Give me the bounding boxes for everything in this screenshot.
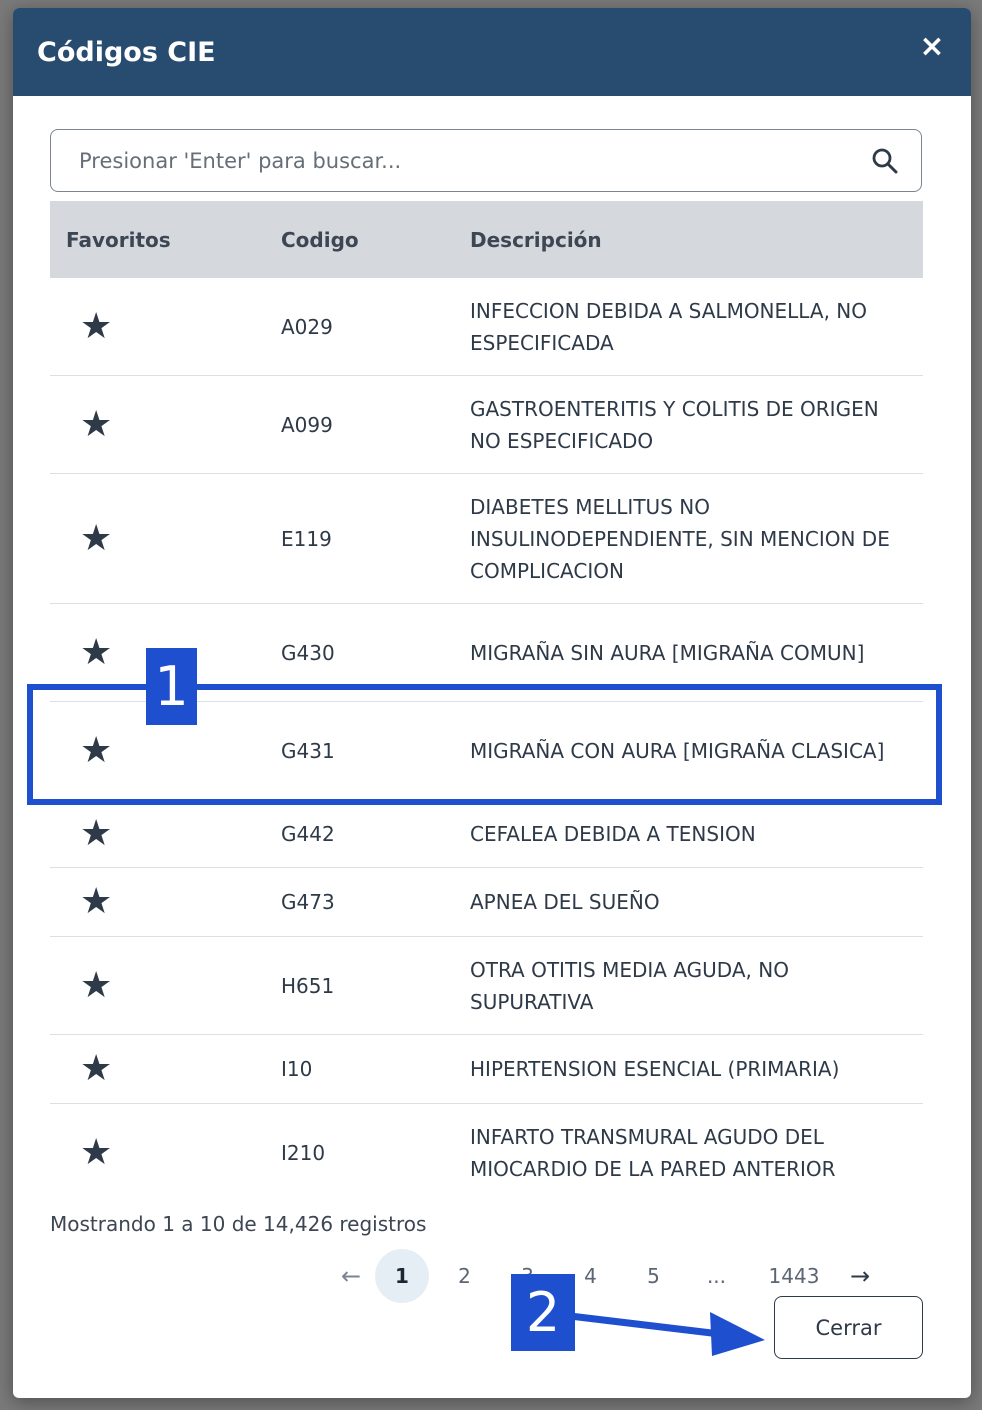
description-cell: INFECCION DEBIDA A SALMONELLA, NO ESPECIFICADA <box>470 298 868 355</box>
modal-header <box>13 8 971 96</box>
code-cell: A029 <box>281 314 333 339</box>
description-cell: INFARTO TRANSMURAL AGUDO DEL MIOCARDIO DE LA PARED ANTERIOR <box>470 1124 836 1181</box>
next-page-arrow-icon[interactable]: → <box>849 1262 871 1290</box>
star-icon[interactable]: ★ <box>80 881 113 922</box>
page-last-button[interactable]: 1443 <box>768 1264 820 1288</box>
close-icon[interactable]: × <box>919 28 945 64</box>
table-row[interactable] <box>50 376 923 474</box>
description-cell: MIGRAÑA CON AURA [MIGRAÑA CLASICA] <box>470 738 885 763</box>
star-icon[interactable]: ★ <box>80 729 113 771</box>
description-cell: OTRA OTITIS MEDIA AGUDA, NO SUPURATIVA <box>470 957 789 1014</box>
star-icon[interactable]: ★ <box>80 305 113 347</box>
code-cell: G442 <box>281 821 335 846</box>
code-cell: A099 <box>281 412 333 437</box>
code-cell: G431 <box>281 738 335 763</box>
header-descripcion: Descripción <box>470 227 602 252</box>
star-icon[interactable]: ★ <box>80 812 113 854</box>
description-cell: CEFALEA DEBIDA A TENSION <box>470 821 756 846</box>
step-badge-2: 2 <box>511 1274 575 1351</box>
description-cell: GASTROENTERITIS Y COLITIS DE ORIGEN NO ESPECIFICADO <box>470 396 879 453</box>
table-row[interactable] <box>50 800 923 868</box>
header-codigo: Codigo <box>281 227 359 252</box>
search-input[interactable] <box>77 148 871 174</box>
records-summary: Mostrando 1 a 10 de 14,426 registros <box>50 1212 427 1236</box>
code-cell: E119 <box>281 526 332 551</box>
code-cell: G430 <box>281 640 335 665</box>
code-cell: H651 <box>281 973 335 998</box>
close-button[interactable]: Cerrar <box>774 1296 923 1359</box>
header-favoritos: Favoritos <box>66 227 171 252</box>
description-cell: APNEA DEL SUEÑO <box>470 890 660 914</box>
table-row[interactable] <box>50 868 923 937</box>
pointer-arrow-icon <box>560 1290 770 1360</box>
description-cell: MIGRAÑA SIN AURA [MIGRAÑA COMUN] <box>470 640 865 665</box>
page-1-button[interactable]: 1 <box>375 1249 429 1303</box>
description-cell: DIABETES MELLITUS NO INSULINODEPENDIENTE, SIN MENCION DE COMPLICACION <box>470 494 890 583</box>
code-cell: G473 <box>281 890 335 914</box>
table-row[interactable] <box>50 278 923 376</box>
star-icon[interactable]: ★ <box>80 517 113 559</box>
page-ellipsis: ... <box>706 1264 727 1288</box>
star-icon[interactable]: ★ <box>80 1048 113 1089</box>
modal-title: Códigos CIE <box>37 36 216 68</box>
search-field[interactable] <box>50 129 922 192</box>
code-cell: I210 <box>281 1140 326 1165</box>
star-icon[interactable]: ★ <box>80 964 113 1006</box>
page-5-button[interactable]: 5 <box>647 1264 660 1288</box>
page-2-button[interactable]: 2 <box>458 1264 471 1288</box>
star-icon[interactable]: ★ <box>80 1131 113 1173</box>
table-row[interactable] <box>50 474 923 604</box>
table-row[interactable] <box>50 937 923 1035</box>
table-row[interactable] <box>50 1104 923 1201</box>
description-cell: HIPERTENSION ESENCIAL (PRIMARIA) <box>470 1057 840 1081</box>
step-badge-1: 1 <box>146 648 197 725</box>
table-row[interactable] <box>50 1035 923 1104</box>
code-cell: I10 <box>281 1057 313 1081</box>
table-header <box>50 201 923 278</box>
star-icon[interactable]: ★ <box>80 631 113 673</box>
search-icon[interactable] <box>871 147 899 175</box>
prev-page-arrow-icon[interactable]: ← <box>340 1262 362 1290</box>
page-4-button[interactable]: 4 <box>584 1264 597 1288</box>
star-icon[interactable]: ★ <box>80 403 113 445</box>
